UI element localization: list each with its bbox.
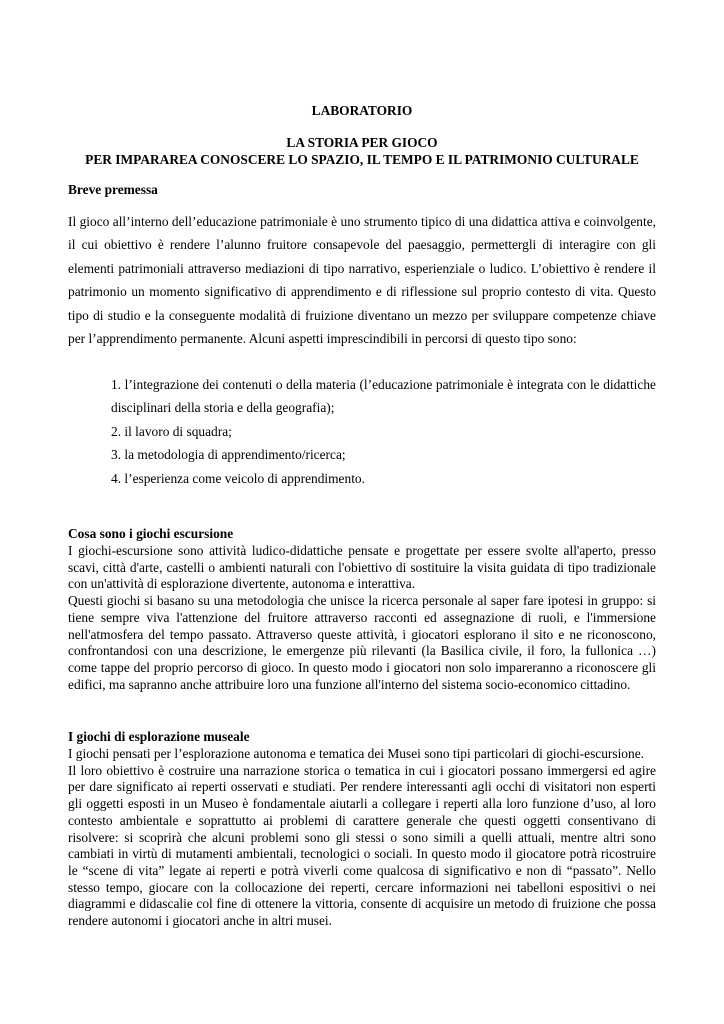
escursione-body (68, 543, 656, 693)
museale-paragraph-1: I giochi pensati per l’esplorazione autonoma e tematica dei Musei sono tipi particolari di giochi-escursione. (68, 746, 644, 761)
list-item: 2. il lavoro di squadra; (111, 423, 232, 439)
museale-body (68, 746, 656, 930)
premessa-paragraph: Il gioco all’interno dell’educazione patrimoniale è uno strumento tipico di una didattica attiva e coinvolgente, il cui obiettivo è rendere l’alunno fruitore consapevole del paesaggio, permettergli di interagire con gli elementi patrimoniali attraverso mediazioni di tipo narrativo, esperienziale o ludico. L’obiettivo è rendere il patrimonio un momento significativo di apprendimento e di riflessione sul proprio contesto di vita. Questo tipo di studio e la conseguente modalità di fruizione diventano un mezzo per sviluppare competenze chiave per l’apprendimento permanente. Alcuni aspetti imprescindibili in percorsi di questo tipo sono: (68, 214, 656, 347)
list-item: 1. l’integrazione dei contenuti o della materia (l’educazione patrimoniale è integrata con le didattiche disciplinari della storia e della geografia); (111, 377, 656, 416)
escursione-paragraph-2: Questi giochi si basano su una metodologia che unisce la ricerca personale al saper fare ipotesi in gruppo: si tiene sempre viva l'attenzione del fruitore attraverso racconti ed assegnazione di ruoli, e l'immersione nell'atmosfera del tempo passato. Attraverso queste attività, i giocatori esplorano il sito e ne riconoscono, confrontandosi con una descrizione, le emergenze più rilevanti (la Basilica civile, il foro, la fullonica …) come tappe del proprio percorso di gioco. In questo modo i giocatori non solo impareranno a riconoscere gli edifici, ma sapranno anche attribuire loro una funzione all'interno del sistema socio-economico cittadino. (68, 593, 656, 692)
museale-heading: I giochi di esplorazione museale (68, 729, 250, 744)
escursione-paragraph-1: I giochi-escursione sono attività ludico-didattiche pensate e progettate per essere svolte all'aperto, presso scavi, città d'arte, castelli o ambienti naturali con l'obiettivo di sostituire la visita guidata di tipo tradizionale con un'attività di esplorazione divertente, autonoma e interattiva. (68, 543, 656, 592)
list-item: 4. l’esperienza come veicolo di apprendimento. (111, 470, 365, 486)
escursione-heading: Cosa sono i giochi escursione (68, 526, 234, 541)
aspects-list (111, 373, 656, 490)
document-subtitle-2: PER IMPARAREA CONOSCERE LO SPAZIO, IL TEMPO E IL PATRIMONIO CULTURALE (85, 152, 639, 167)
list-item: 3. la metodologia di apprendimento/ricerca; (111, 447, 346, 463)
premessa-heading: Breve premessa (68, 182, 158, 197)
museale-paragraph-2: Il loro obiettivo è costruire una narrazione storica o tematica in cui i giocatori possano immergersi ed agire per dare significato ai reperti osservati e studiati. Per rendere interessanti agli occhi di visitatori non esperti gli oggetti esposti in un Museo è fondamentale aiutarli a collegare i reperti alla loro funzione d’uso, al loro contesto ambientale e soprattutto ai problemi di carattere generale che questi oggetti consentivano di risolvere: si scoprirà che alcuni problemi sono gli stessi o sono simili a quelli attuali, mentre altri sono cambiati in virtù di mutamenti ambientali, tecnologici o sociali. In questo modo il giocatore potrà ricostruire le “scene di vita” legate ai reperti e potrà viverli come qualcosa di significativo e non di “passato”. Nello stesso tempo, giocare con la collocazione dei reperti, cercare informazioni nei tabelloni espositivi o nei diagrammi e didascalie col fine di ottenere la vittoria, consente di acquisire un metodo di fruizione che possa rendere autonomi i giocatori anche in altri musei. (68, 762, 656, 929)
document-title: LABORATORIO (311, 103, 413, 118)
document-subtitle-1: LA STORIA PER GIOCO (286, 135, 438, 150)
